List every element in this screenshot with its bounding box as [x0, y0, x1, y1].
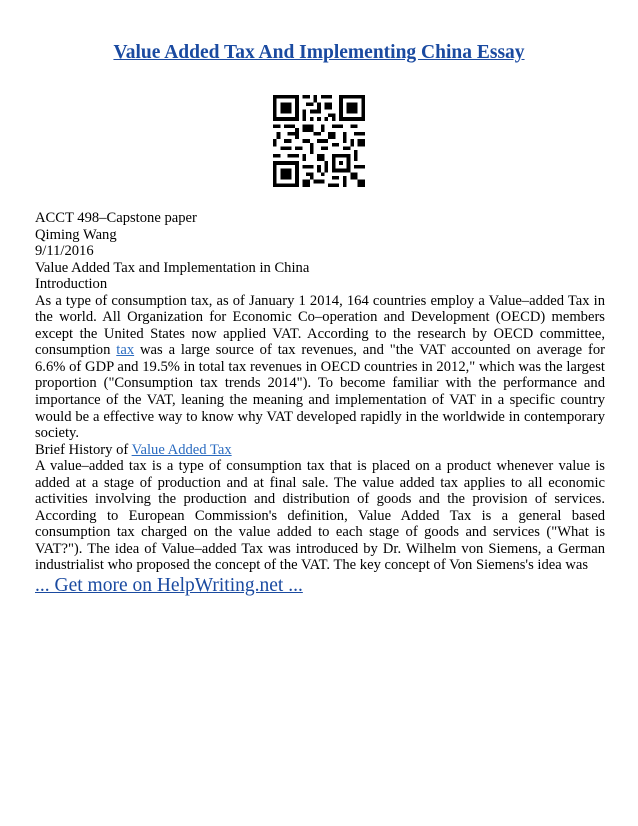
qr-code-image: [273, 95, 365, 187]
author-line: Qiming Wang: [35, 226, 117, 243]
more-link-container: [35, 575, 303, 597]
history-heading-prefix: Brief History of: [35, 441, 132, 458]
intro-text-part2: was a large source of tax revenues, and "the VAT accounted on average for 6.6% of GDP and 19.5% in total tax revenues in OECD countries in 2012," which was the largest proportion ("Consumption tax trends 2014"). To become familiar with the performance and importance of the VAT, leaning the meaning and implementation of VAT in a specific country would be a effective way to know why VAT developed rapidly in the worldwide in contemporary society.: [35, 342, 605, 442]
date-line: 9/11/2016: [35, 243, 94, 260]
intro-text-part1: As a type of consumption tax, as of January 1 2014, 164 countries employ a Value–added Tax in the world. All Organization for Economic Co–operation and Development (OECD) members except the United States now applied VAT. According to the research by OECD committee, consumption: [35, 292, 605, 359]
course-line: ACCT 498–Capstone paper: [35, 210, 197, 226]
value-added-tax-link[interactable]: Value Added Tax: [131, 441, 232, 458]
paper-title-line: Value Added Tax and Implementation in China: [35, 259, 310, 276]
essay-body: [35, 210, 605, 574]
tax-link[interactable]: tax: [116, 342, 135, 359]
get-more-link[interactable]: ... Get more on HelpWriting.net ...: [35, 575, 303, 596]
introduction-heading: Introduction: [35, 276, 108, 293]
page-title: [0, 42, 638, 64]
history-heading: [35, 442, 605, 459]
title-link[interactable]: Value Added Tax And Implementing China Essay: [113, 42, 525, 63]
history-paragraph: A value–added tax is a type of consumption tax that is placed on a product whenever value is added at a stage of production and at final sale. The value added tax applies to all economic activities involving the production and distribution of goods and the provision of services. According to European Commission's definition, Value Added Tax is a general based consumption tax charged on the value added to each stage of goods and services ("What is VAT?"). The idea of Value–added Tax was introduced by Dr. Wilhelm von Siemens, a German industrialist who proposed the concept of the VAT. The key concept of Von Siemens's idea was: [35, 458, 605, 574]
introduction-paragraph: [35, 293, 605, 442]
